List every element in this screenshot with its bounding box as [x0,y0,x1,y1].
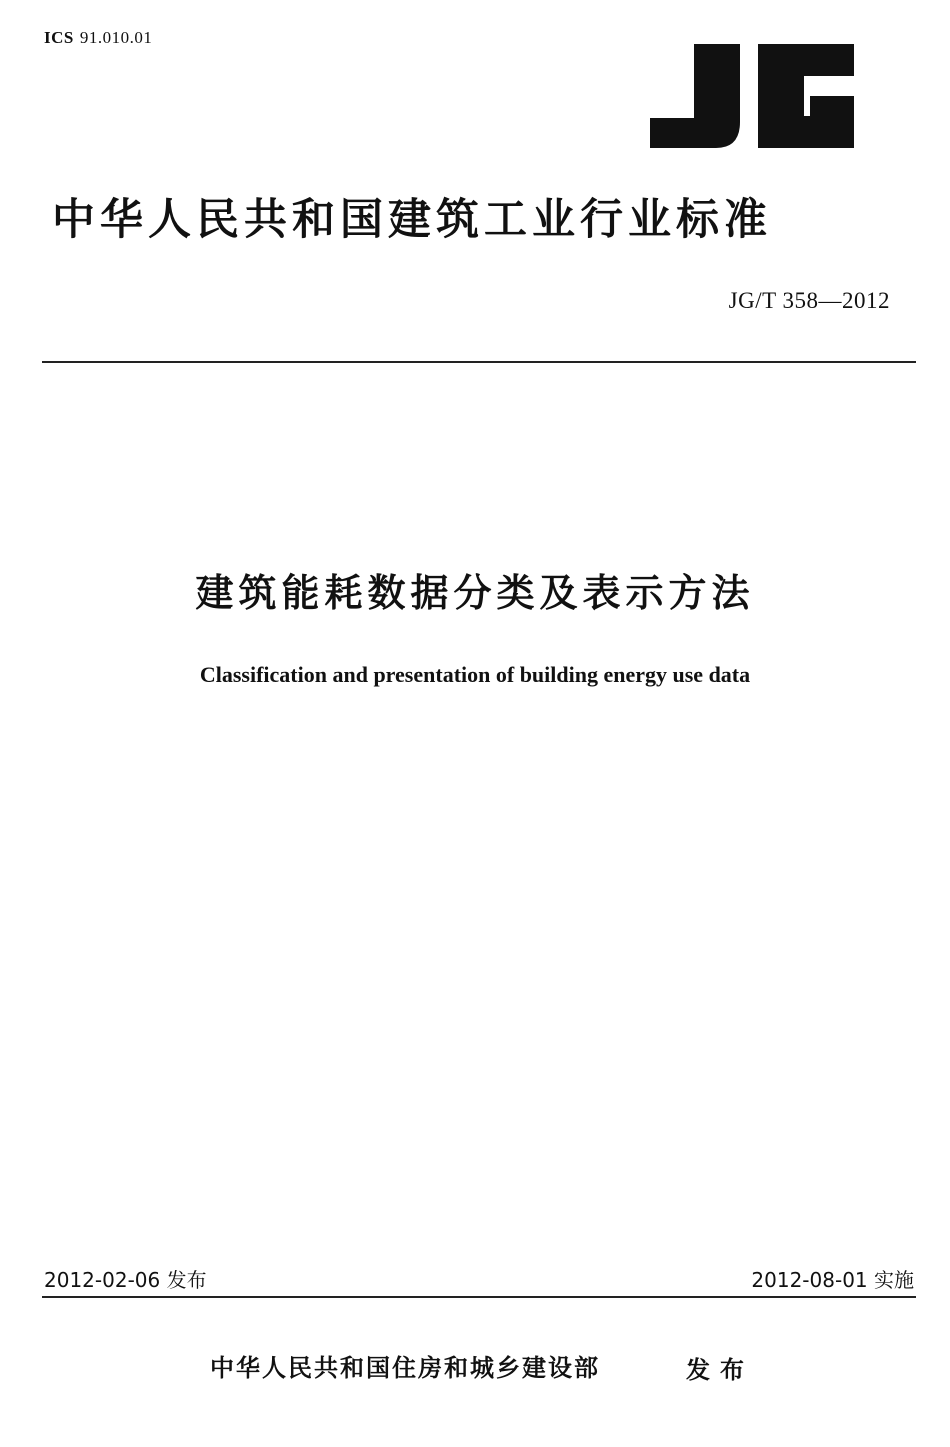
issuer-action: 发布 [686,1356,754,1384]
jg-logo-graphic [646,40,858,152]
issue-date: 2012-02-06 发布 [44,1268,207,1292]
document-title-chinese: 建筑能耗数据分类及表示方法 [195,571,755,615]
issuing-authority: 中华人民共和国住房和城乡建设部 [210,1354,600,1382]
ics-label: ICS [44,28,74,47]
document-title-english: Classification and presentation of building energy use data [199,662,751,687]
ics-code [44,28,152,48]
standard-organization: 中华人民共和国建筑工业行业标准 [52,195,772,245]
jg-logo [646,40,858,152]
implementation-date: 2012-08-01 实施 [751,1268,914,1292]
footer-divider [42,1296,916,1298]
header-divider [42,361,916,363]
standard-number: JG/T 358—2012 [728,288,890,313]
ics-number: 91.010.01 [79,28,153,47]
